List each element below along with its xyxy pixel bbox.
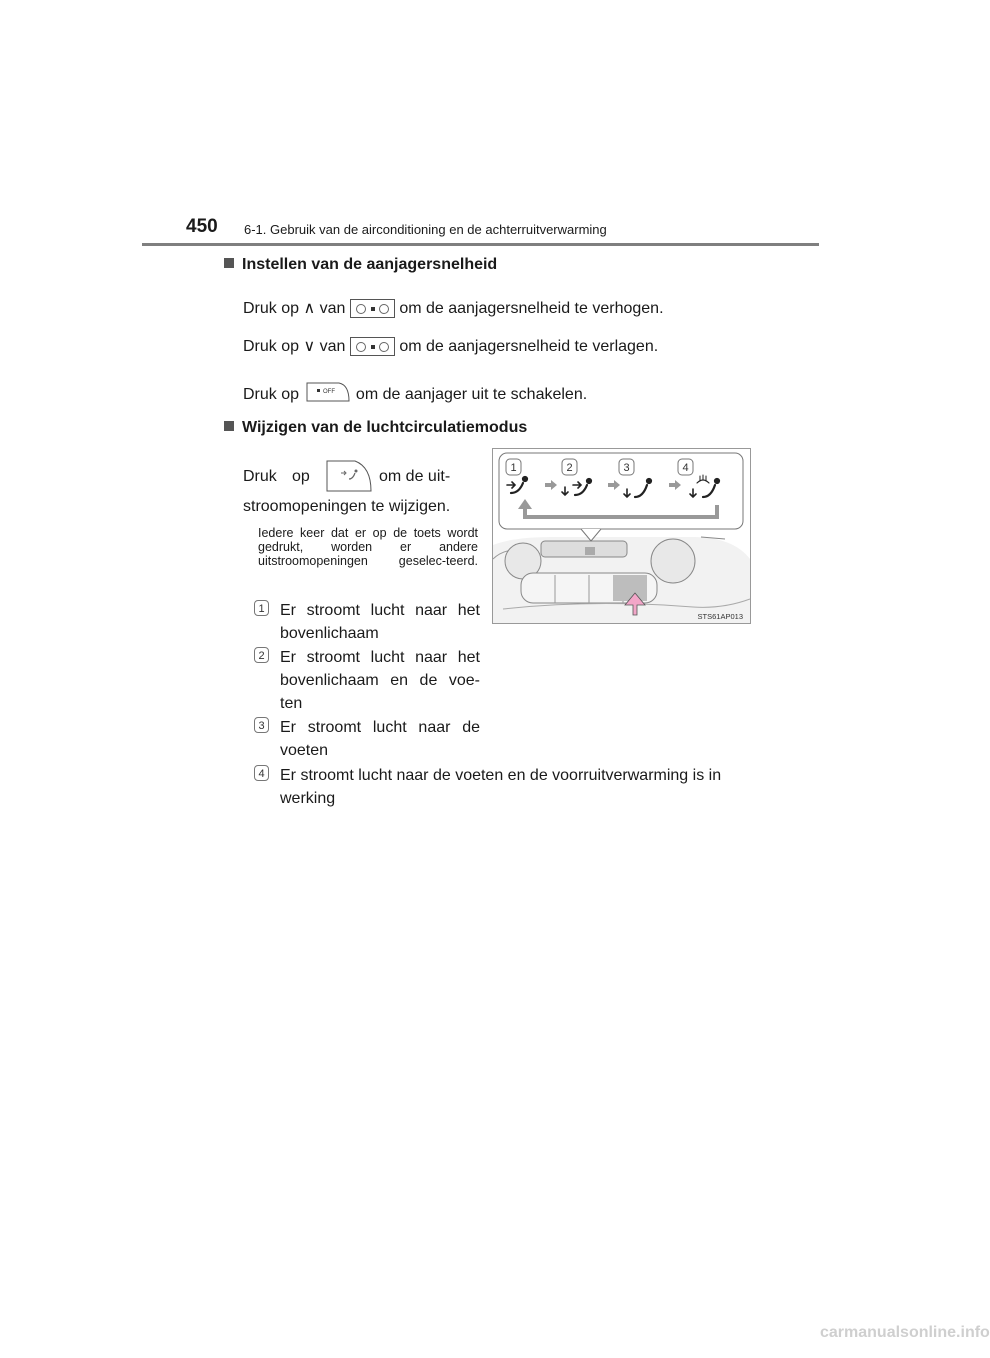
airflow-intro-line1: Druk op om de uit- [243,457,479,495]
fan-speed-key-icon [350,299,395,318]
item-number-badge: 4 [254,765,269,781]
figure-label: 1 [510,462,517,474]
fan-speed-key-icon [350,337,395,356]
airflow-mode-illustration [492,448,751,624]
svg-text:OFF: OFF [323,389,336,395]
header-rule [142,243,819,246]
item-number-badge: 2 [254,647,269,663]
figure-label: 2 [566,462,573,474]
section-bullet-icon [224,258,234,268]
section-heading-airflow [224,419,527,437]
off-key-icon [303,381,351,409]
chapter-title: 6-1. Gebruik van de airconditioning en de achterruitverwarming [244,222,607,237]
list-item: Er stroomt lucht naar de voeten [280,719,480,759]
figure-code: STS61AP013 [697,612,743,621]
section-bullet-icon [224,421,234,431]
page-number: 450 [186,216,218,237]
chevron-up-icon: ∧ [303,300,316,317]
mode-key-icon [325,457,373,501]
chevron-down-icon: ∨ [303,338,316,355]
fan-up-line: Druk op ∧ van om de aanjagersnelheid te verhogen. [243,300,664,317]
list-item: Er stroomt lucht naar het bovenlichaam [280,602,480,642]
fan-off-line: Druk op OFF om de aanjager uit te schakelen. [243,381,587,409]
airflow-intro-line2: stroomopeningen te wijzigen. [243,498,451,515]
section-title-text: Wijzigen van de luchtcirculatiemodus [242,419,528,436]
list-item: Er stroomt lucht naar de voeten en de voorruitverwarming is in werking [280,767,722,807]
list-item: Er stroomt lucht naar het bovenlichaam en de voe-ten [280,649,480,712]
fan-down-line: Druk op ∨ van om de aanjagersnelheid te verlagen. [243,338,659,355]
airflow-note: Iedere keer dat er op de toets wordt gedrukt, worden er andere uitstroomopeningen geselec-teerd. [258,526,478,568]
item-number-badge: 3 [254,717,269,733]
watermark: carmanualsonline.info [820,1324,990,1341]
figure-label: 4 [682,462,689,474]
section-heading-fan-speed [224,256,497,274]
figure-label: 3 [623,462,630,474]
item-number-badge: 1 [254,600,269,616]
section-title-text: Instellen van de aanjagersnelheid [242,256,498,273]
